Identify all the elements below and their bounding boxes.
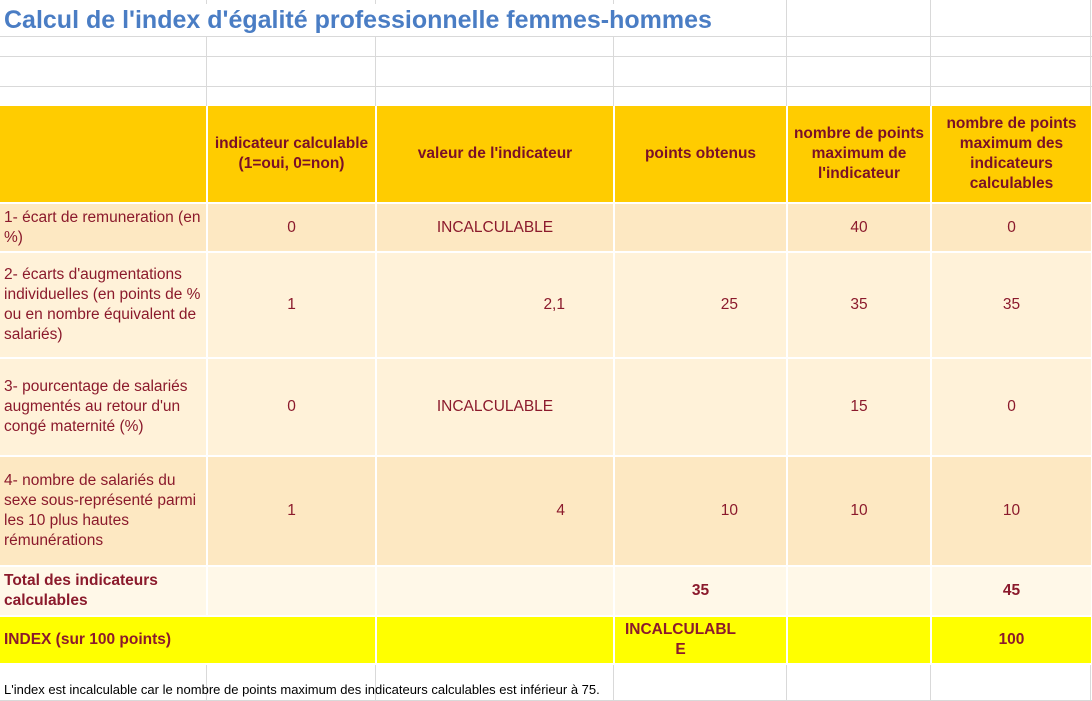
header-cell-points[interactable]: points obtenus	[614, 106, 787, 203]
cell-valeur[interactable]: INCALCULABLE	[376, 203, 614, 252]
cell-calculable[interactable]: 1	[207, 252, 376, 358]
table-row	[0, 358, 1092, 456]
table-row	[0, 456, 1092, 566]
header-cell-max-calculables[interactable]: nombre de points maximum des indicateurs calculables	[931, 106, 1092, 203]
cell-max[interactable]: 15	[787, 358, 931, 456]
total-row	[0, 566, 1092, 616]
cell-calculable[interactable]: 1	[207, 456, 376, 566]
cell-max[interactable]: 10	[787, 456, 931, 566]
cell-max[interactable]: 35	[787, 252, 931, 358]
index-table	[0, 106, 1092, 665]
index-empty-cell[interactable]	[376, 616, 614, 664]
cell-max-calculables[interactable]: 35	[931, 252, 1092, 358]
total-empty-cell[interactable]	[207, 566, 376, 616]
header-cell-label[interactable]	[0, 106, 207, 203]
cell-points[interactable]	[614, 203, 787, 252]
row-label[interactable]: 4- nombre de salariés du sexe sous-représenté parmi les 10 plus hautes rémunérations	[0, 456, 207, 566]
cell-valeur[interactable]: 2,1	[376, 252, 614, 358]
cell-max-calculables[interactable]: 0	[931, 358, 1092, 456]
cell-points[interactable]: 25	[614, 252, 787, 358]
cell-max[interactable]: 40	[787, 203, 931, 252]
index-max-calculables[interactable]: 100	[931, 616, 1092, 664]
index-row	[0, 616, 1092, 664]
total-points[interactable]: 35	[614, 566, 787, 616]
header-cell-valeur[interactable]: valeur de l'indicateur	[376, 106, 614, 203]
total-max-calculables[interactable]: 45	[931, 566, 1092, 616]
page-title[interactable]: Calcul de l'index d'égalité professionnelle femmes-hommes	[4, 4, 716, 36]
header-cell-calculable[interactable]: indicateur calculable (1=oui, 0=non)	[207, 106, 376, 203]
total-empty-cell[interactable]	[787, 566, 931, 616]
total-label[interactable]: Total des indicateurs calculables	[0, 566, 207, 616]
cell-valeur[interactable]: INCALCULABLE	[376, 358, 614, 456]
row-label[interactable]: 2- écarts d'augmentations individuelles (en points de % ou en nombre équivalent de salariés)	[0, 252, 207, 358]
index-value[interactable]: INCALCULABLE	[614, 616, 787, 664]
cell-valeur[interactable]: 4	[376, 456, 614, 566]
row-label[interactable]: 3- pourcentage de salariés augmentés au retour d'un congé maternité (%)	[0, 358, 207, 456]
cell-calculable[interactable]: 0	[207, 358, 376, 456]
header-cell-max[interactable]: nombre de points maximum de l'indicateur	[787, 106, 931, 203]
explanation-note[interactable]: L'index est incalculable car le nombre de points maximum des indicateurs calculables est inférieur à 75.	[4, 682, 600, 697]
total-empty-cell[interactable]	[376, 566, 614, 616]
cell-calculable[interactable]: 0	[207, 203, 376, 252]
row-label[interactable]: 1- écart de remuneration (en %)	[0, 203, 207, 252]
index-label[interactable]: INDEX (sur 100 points)	[0, 616, 376, 664]
cell-max-calculables[interactable]: 0	[931, 203, 1092, 252]
cell-max-calculables[interactable]: 10	[931, 456, 1092, 566]
table-row	[0, 252, 1092, 358]
index-empty-cell[interactable]	[787, 616, 931, 664]
header-row	[0, 106, 1092, 203]
cell-points[interactable]	[614, 358, 787, 456]
table-row	[0, 203, 1092, 252]
cell-points[interactable]: 10	[614, 456, 787, 566]
